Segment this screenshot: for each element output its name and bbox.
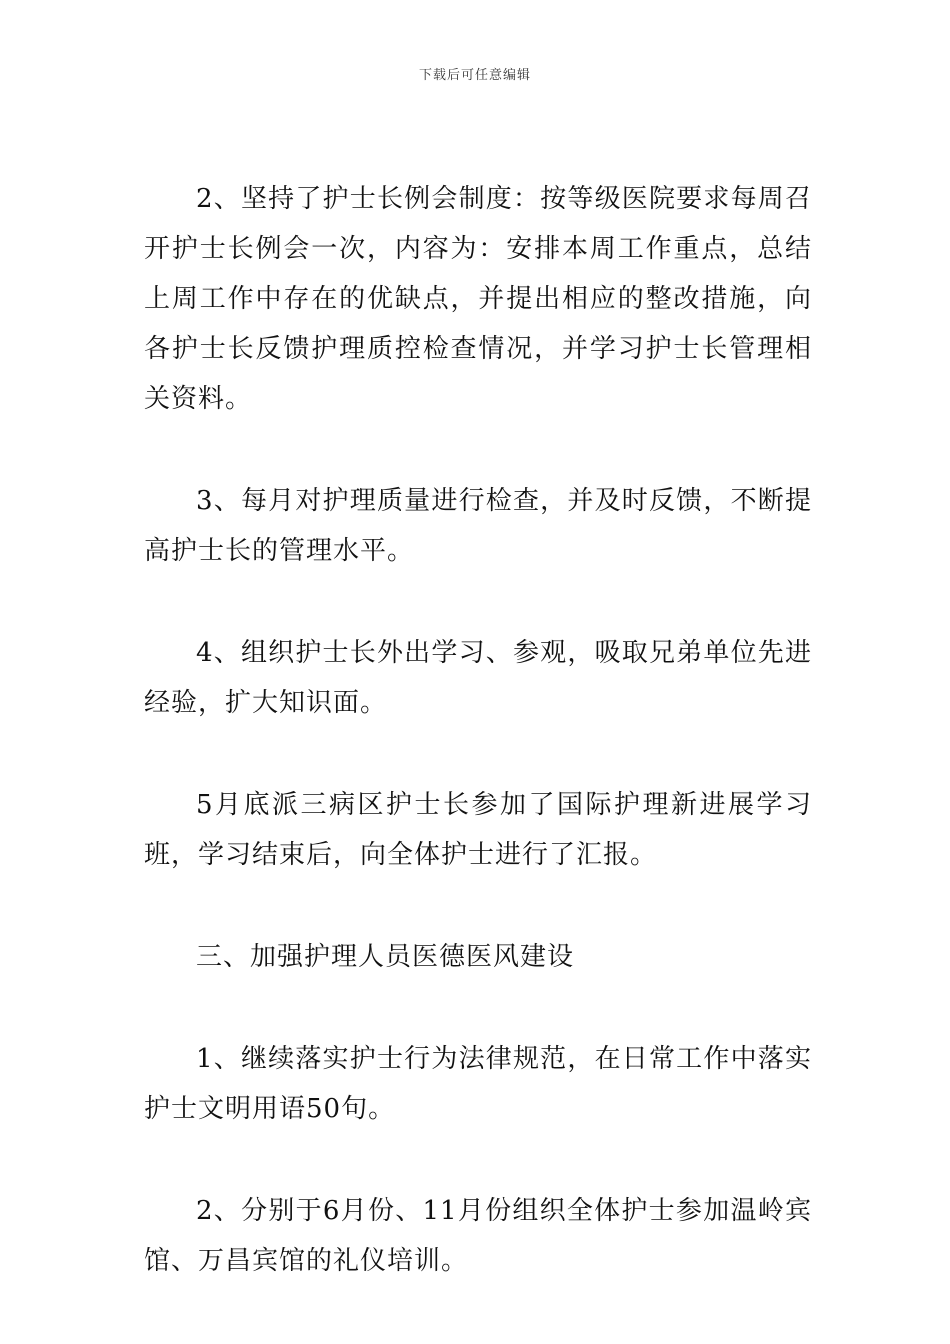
paragraph-gap (144, 424, 812, 476)
paragraph-training-report: 5月底派三病区护士长参加了国际护理新进展学习 班，学习结束后，向全体护士进行了汇报。 (144, 790, 812, 870)
section-heading-ethics: 三、加强护理人员医德医风建设 (196, 942, 575, 972)
paragraph-gap (144, 728, 812, 780)
paragraph-gap (144, 982, 812, 1034)
header-note: 下载后可任意编辑 (418, 68, 531, 83)
paragraph-conduct-norms: 1、继续落实护士行为法律规范，在日常工作中落实护士文明用语50句。 (144, 1044, 812, 1124)
paragraph-gap (144, 576, 812, 628)
paragraph-gap (144, 1134, 812, 1186)
paragraph-study-visit: 4、组织护士长外出学习、参观，吸取兄弟单位先进经验，扩大知识面。 (144, 638, 812, 718)
paragraph-etiquette-training: 2、分别于6月份、11月份组织全体护士参加温岭宾馆、万昌宾馆的礼仪培训。 (144, 1196, 812, 1276)
paragraph-meeting-system: 2、坚持了护士长例会制度：按等级医院要求每周召开护士长例会一次，内容为：安排本周工作重点，总结上周工作中存在的优缺点，并提出相应的整改措施，向各护士长反馈护理质控检查情况，并学习护士长管理相关资料。 (144, 184, 812, 414)
paragraph-gap (144, 880, 812, 932)
paragraph-quality-check: 3、每月对护理质量进行检查，并及时反馈，不断提高护士长的管理水平。 (144, 486, 812, 566)
document-body (144, 174, 812, 1286)
